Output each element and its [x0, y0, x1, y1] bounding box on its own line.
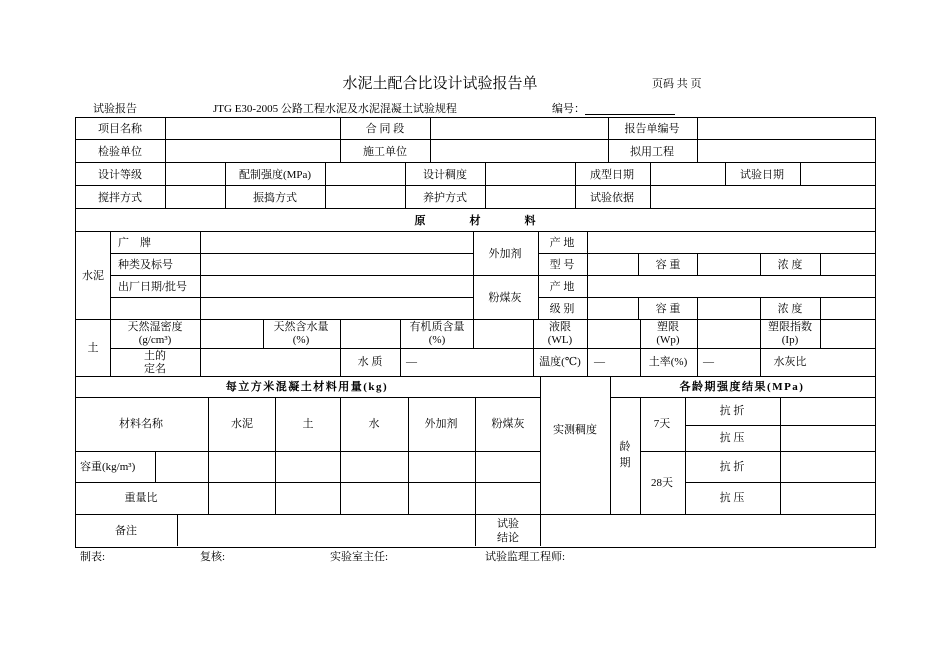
mix-method-label: 搅拌方式: [98, 192, 142, 204]
proposed-work-label: 拟用工程: [630, 146, 674, 158]
construct-unit-label: 施工单位: [363, 146, 407, 158]
compress-7d-label: 抗 压: [719, 432, 745, 444]
report-no-label: 报告单编号: [624, 123, 680, 135]
organic-unit: (%): [428, 334, 446, 346]
footer-reviewer: 复核:: [200, 551, 226, 563]
flyash-density-label: 容 重: [655, 303, 681, 315]
remarks-label: 备注: [115, 525, 137, 537]
cement-label: 水泥: [82, 270, 104, 282]
material-name-label: 材料名称: [119, 418, 163, 430]
plastic-limit-unit: (Wp): [656, 334, 680, 346]
water-quality-dash: —: [406, 356, 417, 368]
density-label: 容 重: [655, 259, 681, 271]
mix-flyash-label: 粉煤灰: [491, 418, 525, 430]
soil-ratio-dash: —: [703, 356, 714, 368]
admixture-label: 外加剂: [488, 248, 522, 260]
mix-water-label: 水: [368, 418, 380, 430]
standard-text: JTG E30-2005 公路工程水泥及水泥混凝土试验规程: [213, 103, 457, 115]
concentration-label: 浓 度: [777, 259, 803, 271]
organic-label: 有机质含量: [409, 321, 465, 333]
water-quality-label: 水 质: [357, 356, 383, 368]
compress-28d-label: 抗 压: [719, 492, 745, 504]
date-batch-label: 出厂日期/批号: [118, 281, 188, 293]
plastic-index-unit: (Ip): [781, 334, 799, 346]
type-grade-label: 种类及标号: [118, 259, 173, 271]
footer-lab-director: 实验室主任:: [330, 551, 389, 563]
conclusion-label: 试验: [497, 518, 519, 530]
project-name-label: 项目名称: [98, 123, 142, 135]
inspect-unit-label: 检验单位: [98, 146, 142, 158]
contract-label: 合 同 段: [365, 123, 405, 135]
vibrate-method-label: 振捣方式: [253, 192, 297, 204]
raw-materials-heading: 原 材 料: [414, 215, 536, 227]
mix-soil-label: 土: [302, 418, 314, 430]
soil-label: 土: [87, 342, 99, 354]
mix-heading: 每立方米混凝土材料用量(kg): [225, 381, 389, 393]
test-date-label: 试验日期: [740, 169, 784, 181]
moisture-unit: (%): [292, 334, 310, 346]
prep-strength-label: 配制强度(MPa): [238, 169, 312, 181]
test-basis-label: 试验依据: [590, 192, 634, 204]
design-grade-label: 设计等级: [98, 169, 142, 181]
temperature-label: 温度(℃): [539, 356, 581, 368]
wc-ratio-label: 水灰比: [773, 356, 807, 368]
conclusion-label-2: 结论: [497, 532, 519, 544]
mix-admixture-label: 外加剂: [424, 418, 458, 430]
brand-label: 广 牌: [118, 237, 151, 249]
temperature-dash: —: [594, 356, 605, 368]
day7-label: 7天: [653, 418, 671, 430]
liquid-limit-label: 液限: [549, 321, 571, 333]
flexural-28d-label: 抗 折: [719, 461, 745, 473]
age-label-2: 期: [619, 457, 631, 469]
day28-label: 28天: [651, 477, 673, 489]
strength-heading: 各龄期强度结果(MPa): [679, 381, 805, 393]
report-label: 试验报告: [93, 103, 137, 115]
natural-density-label: 天然湿密度: [127, 321, 183, 333]
flexural-7d-label: 抗 折: [719, 405, 745, 417]
measured-consistency-label: 实测稠度: [553, 424, 597, 436]
number-label: 编号：: [552, 103, 585, 115]
natural-density-unit: (g/cm³): [138, 334, 172, 346]
plastic-index-label: 塑限指数: [768, 321, 812, 333]
footer-supervisor: 试验监理工程师:: [485, 551, 566, 563]
weight-ratio-label: 重量比: [124, 492, 158, 504]
age-label: 龄: [619, 441, 631, 453]
soil-name-label-2: 定名: [144, 363, 166, 375]
cure-method-label: 养护方式: [423, 192, 467, 204]
unit-weight-label: 容重(kg/m³): [80, 461, 136, 473]
forming-date-label: 成型日期: [590, 169, 634, 181]
origin-label: 产 地: [549, 237, 575, 249]
soil-name-label: 土的: [144, 350, 166, 362]
liquid-limit-unit: (WL): [547, 334, 573, 346]
design-consistency-label: 设计稠度: [423, 169, 467, 181]
flyash-origin-label: 产 地: [549, 281, 575, 293]
footer-maker: 制表:: [80, 551, 106, 563]
moisture-label: 天然含水量: [273, 321, 329, 333]
page-number-label: 页码 共 页: [652, 78, 702, 90]
flyash-concentration-label: 浓 度: [777, 303, 803, 315]
page-title: 水泥土配合比设计试验报告单: [342, 76, 538, 92]
soil-ratio-label: 土率(%): [648, 356, 688, 368]
mix-cement-label: 水泥: [231, 418, 253, 430]
model-label: 型 号: [549, 259, 575, 271]
plastic-limit-label: 塑限: [657, 321, 679, 333]
flyash-label: 粉煤灰: [488, 292, 522, 304]
flyash-grade-label: 级 别: [549, 303, 575, 315]
